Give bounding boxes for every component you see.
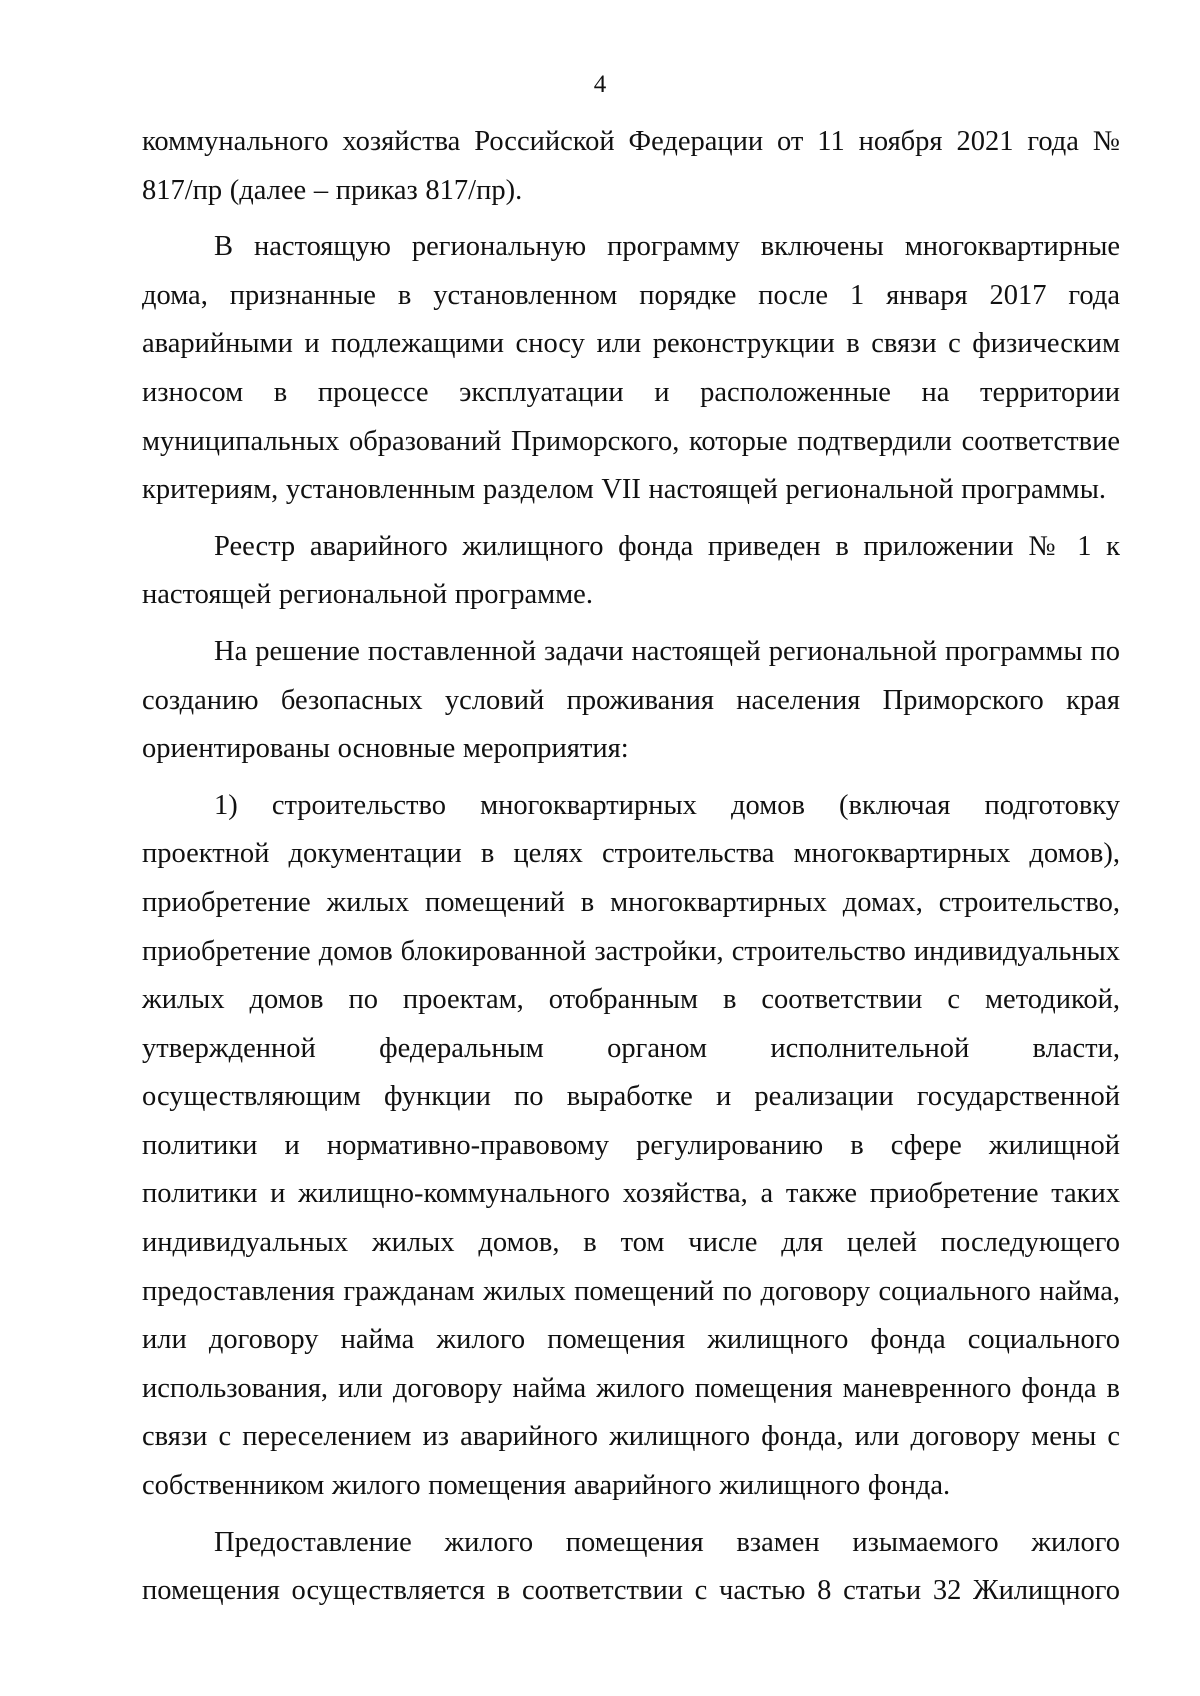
document-body (142, 118, 1120, 1624)
paragraph-registry: Реестр аварийного жилищного фонда приведен в приложении № 1 к настоящей региональной программе. (142, 530, 1120, 611)
paragraph-program-scope: В настоящую региональную программу включены многоквартирные дома, признанные в установленном порядке после 1 января 2017 года аварийными и подлежащими сносу или реконструкции в связи с физическим износом в процессе эксплуатации и расположенные на территории муниципальных образований Приморского, которые подтвердили соответствие критериям, установленным разделом VII настоящей региональной программы. (142, 231, 1120, 506)
paragraph-housing-provision: Предоставление жилого помещения взамен изымаемого жилого помещения осуществляется в соответствии с частью 8 статьи 32 Жилищного (142, 1526, 1120, 1607)
page-number: 4 (593, 71, 607, 98)
paragraph-main-measures: На решение поставленной задачи настоящей региональной программы по созданию безопасных условий проживания населения Приморского края ориентированы основные мероприятия: (142, 635, 1120, 765)
paragraph-continuation: коммунального хозяйства Российской Федерации от 11 ноября 2021 года № 817/пр (далее – приказ 817/пр). (142, 126, 1120, 206)
paragraph-item-1: 1) строительство многоквартирных домов (включая подготовку проектной документации в целях строительства многоквартирных домов), приобретение жилых помещений в многоквартирных домах, строительство, приобретение домов блокированной застройки, строительство индивидуальных жилых домов по проектам, отобранным в соответствии с методикой, утвержденной федеральным органом исполнительной власти, осуществляющим функции по выработке и реализации государственной политики и нормативно-правовому регулированию в сфере жилищной политики и жилищно-коммунального хозяйства, а также приобретение таких индивидуальных жилых домов, в том числе для целей последующего предоставления гражданам жилых помещений по договору социального найма, или договору найма жилого помещения жилищного фонда социального использования, или договору найма жилого помещения маневренного фонда в связи с переселением из аварийного жилищного фонда, или договору мены с собственником жилого помещения аварийного жилищного фонда. (142, 789, 1120, 1502)
